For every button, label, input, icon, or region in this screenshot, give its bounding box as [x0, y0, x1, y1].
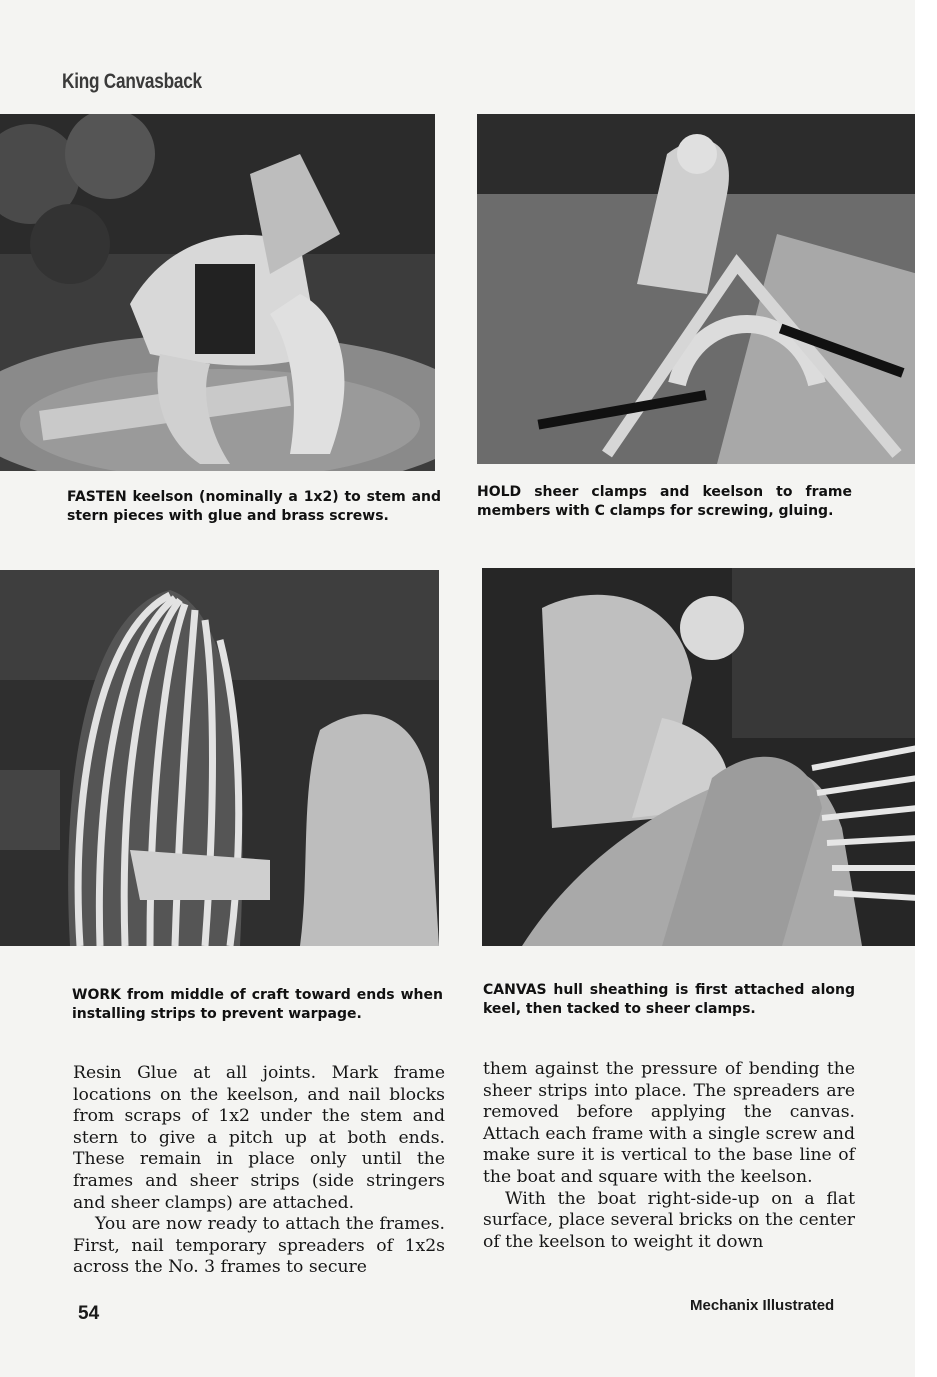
caption-work: WORK from middle of craft toward ends when installing strips to prevent warpage.: [72, 987, 443, 1022]
caption-canvas: CANVAS hull sheathing is first attached along keel, then tacked to sheer clamps.: [483, 982, 855, 1017]
clamp-frame-photo: [477, 114, 918, 464]
running-head: King Canvasback: [62, 70, 202, 93]
install-strips-photo: [0, 570, 439, 946]
caption-fasten: FASTEN keelson (nominally a 1x2) to stem and stern pieces with glue and brass screws.: [67, 489, 441, 524]
body-left-column: [73, 1063, 445, 1279]
body-right-column: [483, 1059, 855, 1253]
canvas-hull-photo: [482, 568, 918, 946]
body-right-paragraph-2: With the boat right-side-up on a flat surface, place several bricks on the center of the keelson to weight it down: [483, 1188, 855, 1252]
body-left-paragraph-1: Resin Glue at all joints. Mark frame locations on the keelson, and nail blocks from scraps of 1x2 under the stem and stern to give a pitch up at both ends. These remain in place only until the frames and sheer strips (side stringers and sheer clamps) are attached.: [73, 1063, 445, 1213]
drill-keelson-photo: [0, 114, 435, 471]
body-right-paragraph-1: them against the pressure of bending the sheer strips into place. The spreaders are removed before applying the canvas. Attach each frame with a single screw and make sure it is vertical to the base line of the boat and square with the keelson.: [483, 1059, 855, 1187]
body-left-paragraph-2: You are now ready to attach the frames. First, nail temporary spreaders of 1x2s across the No. 3 frames to secure: [73, 1214, 445, 1278]
page-number: 54: [78, 1303, 100, 1324]
torn-edge: [915, 0, 937, 1377]
caption-hold: HOLD sheer clamps and keelson to frame members with C clamps for screwing, gluing.: [477, 484, 852, 519]
magazine-name: Mechanix Illustrated: [690, 1297, 835, 1314]
